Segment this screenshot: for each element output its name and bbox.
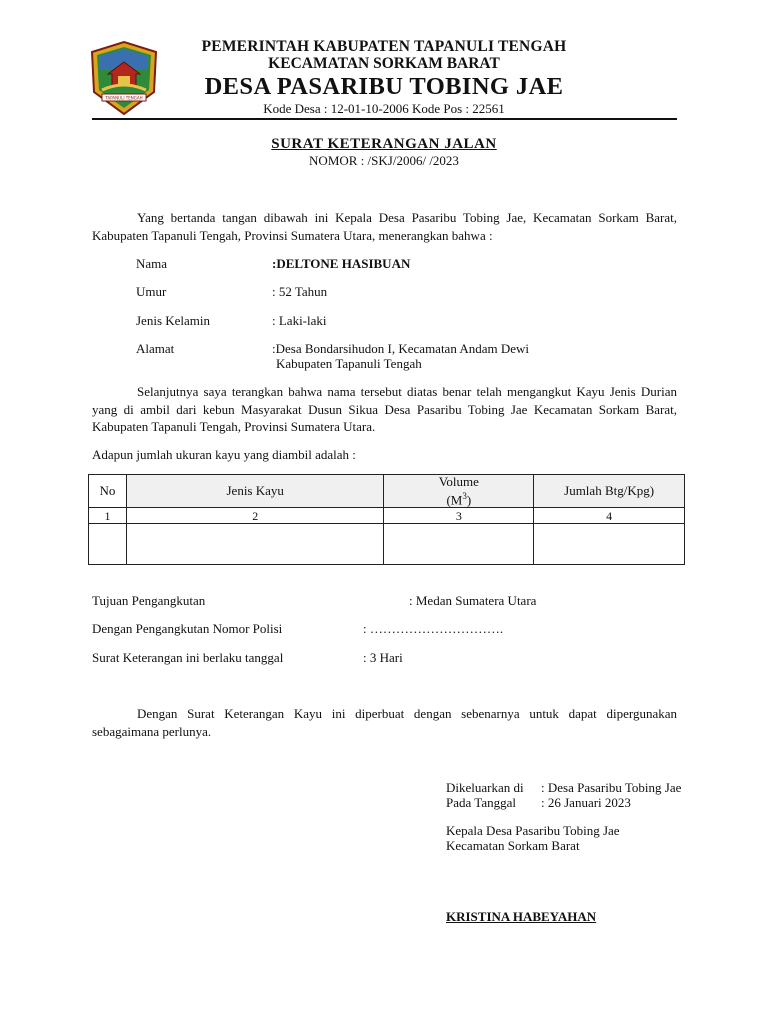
empty-cell xyxy=(89,524,127,565)
intro-paragraph: Yang bertanda tangan dibawah ini Kepala Desa Pasaribu Tobing Jae, Kecamatan Sorkam Barat, Kabupaten Tapanuli Tengah, Provinsi Sumatera Utara, menerangkan bahwa : xyxy=(92,210,677,243)
timber-table xyxy=(88,474,685,565)
table-number-row xyxy=(89,508,685,524)
empty-cell xyxy=(384,524,534,565)
header-volume-sup: 3 xyxy=(462,491,467,501)
header-jenis-kayu: Jenis Kayu xyxy=(126,475,384,508)
col-number-2: 2 xyxy=(126,508,384,524)
header-volume-label: Volume xyxy=(438,474,479,489)
header-volume-close: ) xyxy=(466,492,472,508)
document-title: SURAT KETERANGAN JALAN xyxy=(271,136,497,152)
nama-label: Nama xyxy=(136,256,168,271)
date-value: : 26 Januari 2023 xyxy=(541,795,631,810)
issued-value: : Desa Pasaribu Tobing Jae xyxy=(541,780,682,795)
berlaku-label: Surat Keterangan ini berlaku tanggal xyxy=(92,650,284,665)
col-number-3: 3 xyxy=(384,508,534,524)
alamat-value-line1: :Desa Bondarsihudon I, Kecamatan Andam Dewi xyxy=(272,341,530,356)
alamat-label: Alamat xyxy=(136,341,175,356)
village-codes: Kode Desa : 12-01-10-2006 Kode Pos : 22561 xyxy=(263,101,505,116)
jenis-kelamin-value: : Laki-laki xyxy=(272,313,327,328)
header-no: No xyxy=(89,475,127,508)
nama-value: :DELTONE HASIBUAN xyxy=(272,256,411,271)
logo-ribbon-text: TAPANULI TENGAH xyxy=(105,95,143,101)
empty-cell xyxy=(126,524,384,565)
document-number: NOMOR : /SKJ/2006/ /2023 xyxy=(309,153,459,168)
district-name: KECAMATAN SORKAM BARAT xyxy=(268,55,500,72)
header-volume-unit: (M xyxy=(446,492,463,508)
issued-label: Dikeluarkan di xyxy=(446,780,524,795)
table-header-row xyxy=(89,475,685,508)
empty-cell xyxy=(534,524,685,565)
jenis-kelamin-label: Jenis Kelamin xyxy=(136,313,211,328)
village-name: DESA PASARIBU TOBING JAE xyxy=(204,73,564,100)
header-volume xyxy=(384,475,534,508)
signatory-name: KRISTINA HABEYAHAN xyxy=(446,909,597,924)
tujuan-value: : Medan Sumatera Utara xyxy=(409,593,537,608)
header-jumlah: Jumlah Btg/Kpg) xyxy=(534,475,685,508)
berlaku-value: : 3 Hari xyxy=(363,650,403,665)
letterhead-divider xyxy=(92,118,677,120)
umur-label: Umur xyxy=(136,284,167,299)
table-empty-row xyxy=(89,524,685,565)
col-number-4: 4 xyxy=(534,508,685,524)
umur-value: : 52 Tahun xyxy=(272,284,328,299)
tujuan-label: Tujuan Pengangkutan xyxy=(92,593,206,608)
date-label: Pada Tanggal xyxy=(446,795,516,810)
regency-name: PEMERINTAH KABUPATEN TAPANULI TENGAH xyxy=(201,38,567,55)
signatory-position-1: Kepala Desa Pasaribu Tobing Jae xyxy=(446,823,620,838)
signatory-position-2: Kecamatan Sorkam Barat xyxy=(446,838,580,853)
col-number-1: 1 xyxy=(89,508,127,524)
alamat-value-line2: Kabupaten Tapanuli Tengah xyxy=(276,356,422,371)
polisi-label: Dengan Pengangkutan Nomor Polisi xyxy=(92,621,283,636)
statement-paragraph: Selanjutnya saya terangkan bahwa nama tersebut diatas benar telah mengangkut Kayu Jenis Durian yang di ambil dari kebun Masyarakat Dusun Sikua Desa Pasaribu Tobing Jae Kecamatan Sorkam Barat, Kabupaten Tapanuli Tengah, Provinsi Sumatera Utara. xyxy=(92,384,677,434)
polisi-value: : …………………………. xyxy=(363,621,504,636)
closing-paragraph: Dengan Surat Keterangan Kayu ini diperbuat dengan sebenarnya untuk dapat dipergunakan sebagaimana perlunya. xyxy=(92,706,677,739)
table-intro: Adapun jumlah ukuran kayu yang diambil adalah : xyxy=(92,447,356,462)
